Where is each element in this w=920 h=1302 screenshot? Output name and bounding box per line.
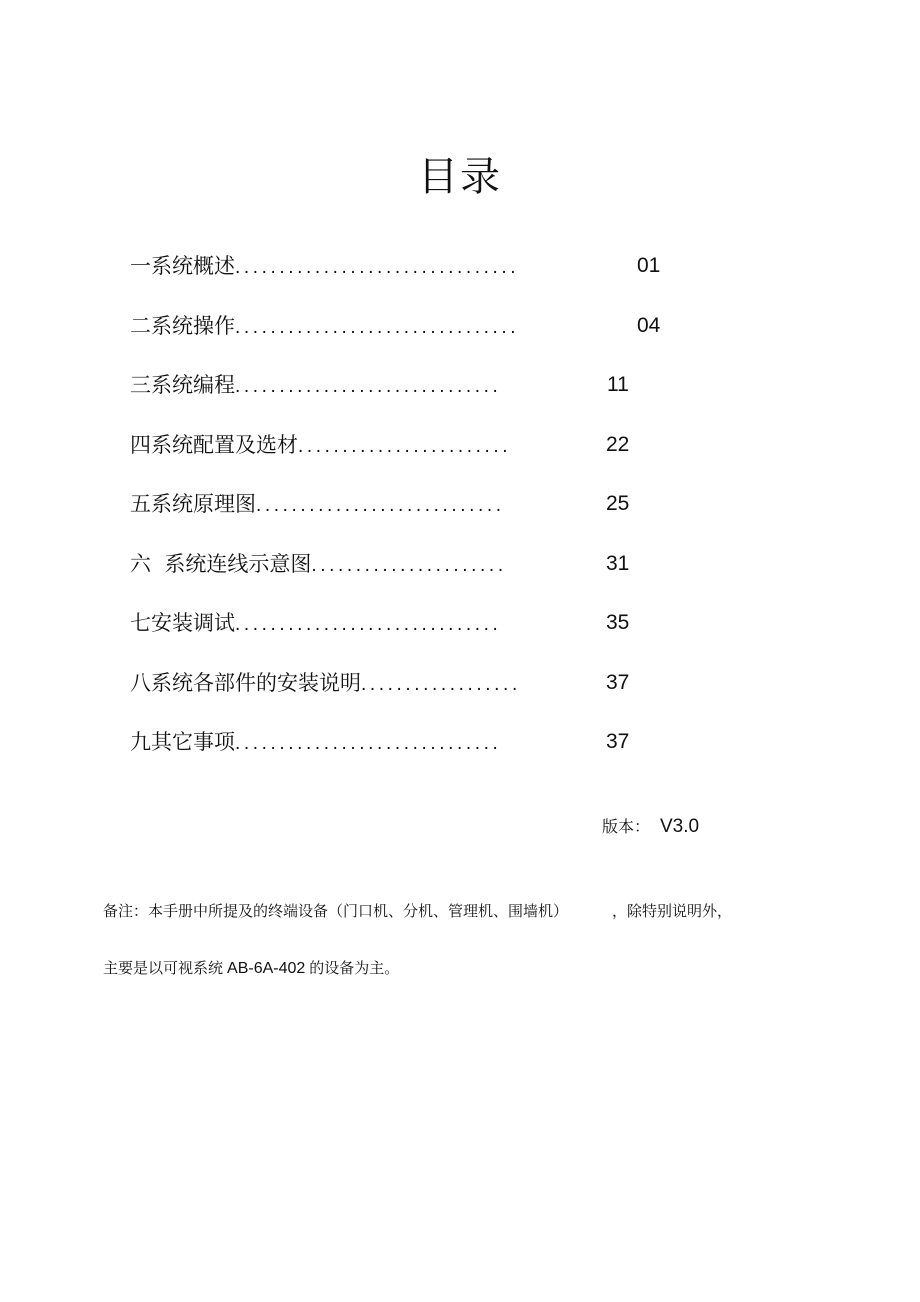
toc-entry-page: 31 [606, 551, 630, 575]
toc-entry [130, 663, 690, 723]
toc-entry [130, 306, 690, 366]
toc-entry-label: 五系统原理图 [130, 492, 256, 516]
toc-entry-label: 七安装调试 [130, 611, 235, 635]
version-info [602, 812, 699, 842]
toc-entry-page: 25 [606, 492, 630, 515]
toc-entry [130, 246, 690, 306]
version-value: V3.0 [660, 816, 700, 837]
toc-entry-label: 三系统编程 [130, 373, 235, 397]
toc-entry-label: 六 系统连线示意图 [130, 551, 312, 576]
note-text: 主要是以可视系统 [103, 959, 224, 977]
toc-entry-page: 37 [606, 730, 630, 753]
toc-entry-page: 11 [607, 373, 629, 396]
toc-entry-leader: .............................. [235, 376, 502, 397]
toc-entry-label: 八系统各部件的安装说明 [130, 670, 361, 695]
toc-entry-leader: ........................ [298, 435, 512, 457]
toc-entry-leader: ............................ [256, 495, 505, 516]
toc-entry-page: 37 [606, 670, 630, 694]
toc-entry [130, 603, 690, 663]
toc-entry-leader: ...................... [311, 554, 507, 576]
toc-entry-label: 九其它事项 [130, 730, 235, 754]
document-title: 目录 [418, 153, 502, 200]
toc-entry [130, 722, 690, 782]
note-line-1 [103, 898, 732, 924]
toc-entry-leader: .............................. [235, 614, 502, 635]
toc-entry-label: 四系统配置及选材 [130, 432, 298, 457]
toc-entry [130, 484, 690, 544]
toc-entry-page: 22 [606, 432, 630, 456]
toc-entry [130, 365, 690, 425]
toc-entry [130, 425, 690, 485]
toc-entry-page: 35 [606, 611, 630, 634]
note-line-2 [103, 955, 399, 982]
toc-entry-leader: ................................ [235, 316, 520, 338]
note-text: 备注：本手册中所提及的终端设备（门口机、分机、管理机、围墙机） [103, 902, 569, 920]
version-label: 版本： [602, 817, 651, 836]
toc-entry-page: 01 [637, 254, 661, 277]
toc-entry-label: 二系统操作 [130, 313, 235, 338]
table-of-contents [130, 246, 690, 782]
toc-entry-leader: ................................ [235, 257, 520, 278]
toc-entry-label: 一系统概述 [130, 254, 235, 278]
note-text-continued: 的设备为主。 [309, 959, 400, 977]
device-model: AB-6A-402 [227, 960, 306, 977]
note-text-continued: ，除特别说明外， [612, 902, 733, 920]
toc-entry-leader: .................. [361, 673, 521, 695]
toc-entry-leader: .............................. [235, 733, 502, 754]
toc-entry-page: 04 [637, 313, 661, 337]
toc-entry [130, 544, 690, 604]
